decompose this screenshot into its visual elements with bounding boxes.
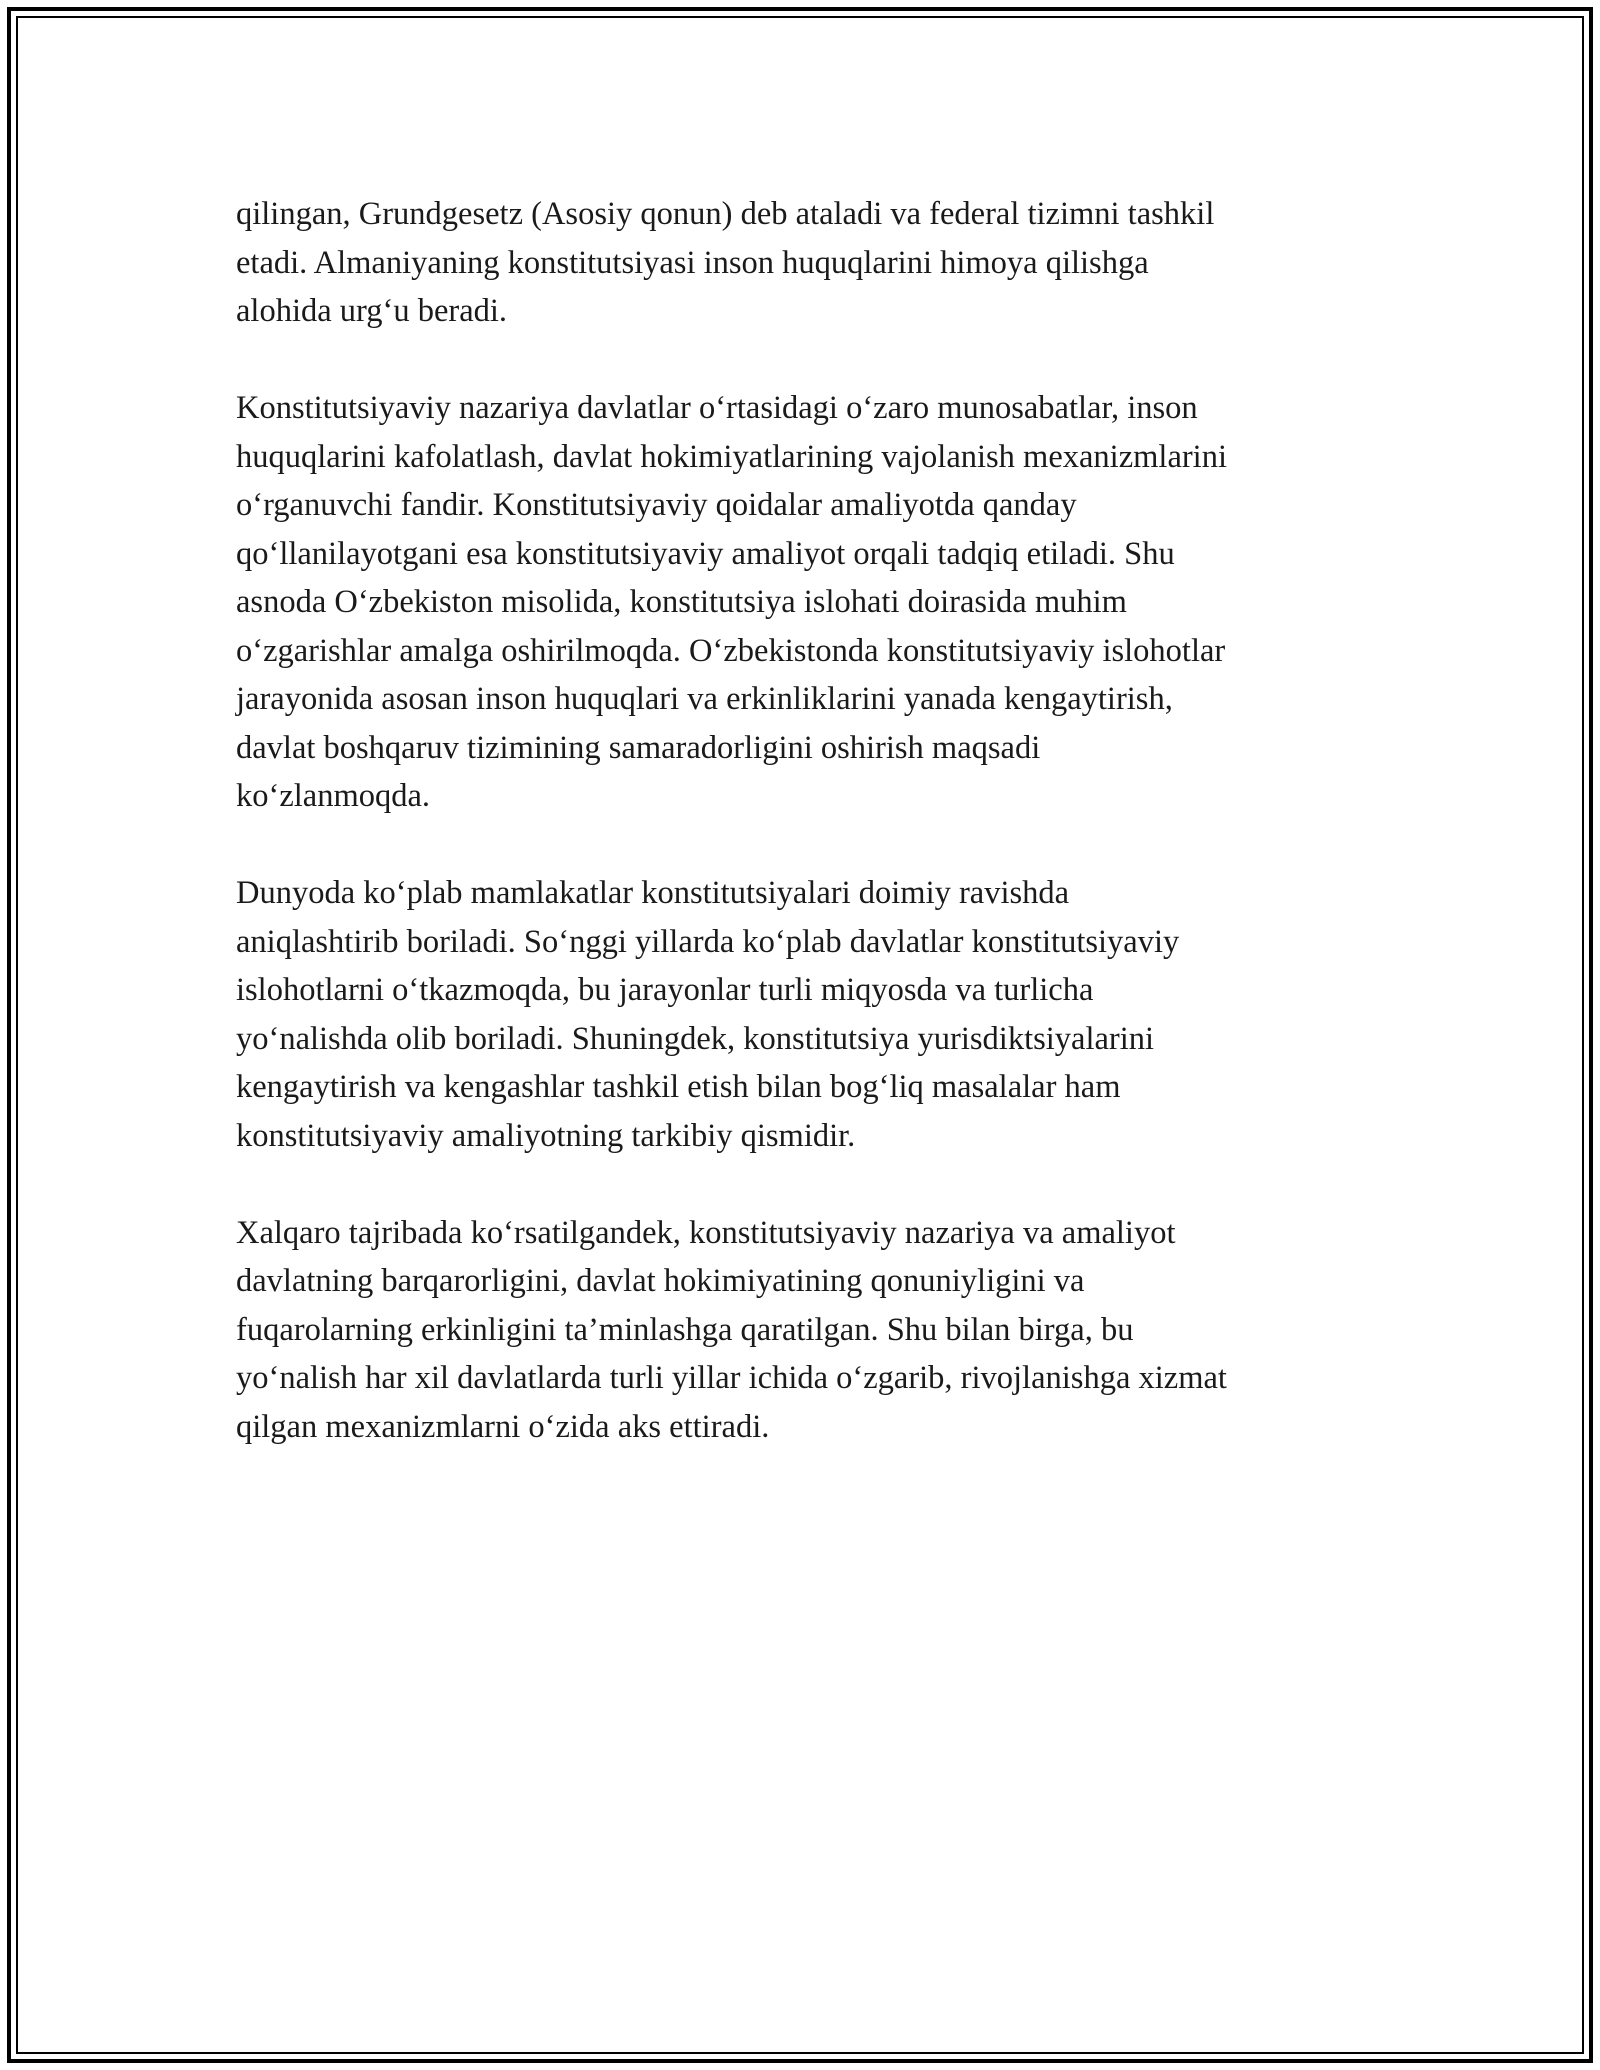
paragraph-4: Xalqaro tajribada ko‘rsatilgandek, konstitutsiyaviy nazariya va amaliyot davlatning barqarorligini, davlat hokimiyatining qonuniyligini va fuqarolarning erkinligini ta’minlashga qaratilgan. Shu bilan birga, bu yo‘nalish har xil davlatlarda turli yillar ichida o‘zgarib, rivojlanishga xizmat qilgan mexanizmlarni o‘zida aks ettiradi. bbox=[236, 1214, 1227, 1445]
paragraph-2: Konstitutsiyaviy nazariya davlatlar o‘rtasidagi o‘zaro munosabatlar, inson huquqlarini kafolatlash, davlat hokimiyatlarining vajolanish mexanizmlarini o‘rganuvchi fandir. Konstitutsiyaviy qoidalar amaliyotda qanday qo‘llanilayotgani esa konstitutsiyaviy amaliyot orqali tadqiq etiladi. Shu asnoda O‘zbekiston misolida, konstitutsiya islohati doirasida muhim o‘zgarishlar amalga oshirilmoqda. O‘zbekistonda konstitutsiyaviy islohotlar jarayonida asosan inson huquqlari va erkinliklarini yanada kengaytirish, davlat boshqaruv tizimining samaradorligini oshirish maqsadi ko‘zlanmoqda. bbox=[236, 390, 1227, 814]
paragraph-1: qilingan, Grundgesetz (Asosiy qonun) deb ataladi va federal tizimni tashkil etadi. Almaniyaning konstitutsiyasi inson huquqlarini himoya qilishga alohida urg‘u beradi. bbox=[236, 196, 1215, 329]
paragraph-3: Dunyoda ko‘plab mamlakatlar konstitutsiyalari doimiy ravishda aniqlashtirib boriladi. So‘nggi yillarda ko‘plab davlatlar konstitutsiyaviy islohotlarni o‘tkazmoqda, bu jarayonlar turli miqyosda va turlicha yo‘nalishda olib boriladi. Shuningdek, konstitutsiya yurisdiktsiyalarini kengaytirish va kengashlar tashkil etish bilan bog‘liq masalalar ham konstitutsiyaviy amaliyotning tarkibiy qismidir. bbox=[236, 875, 1180, 1154]
document-body bbox=[236, 190, 1376, 1500]
